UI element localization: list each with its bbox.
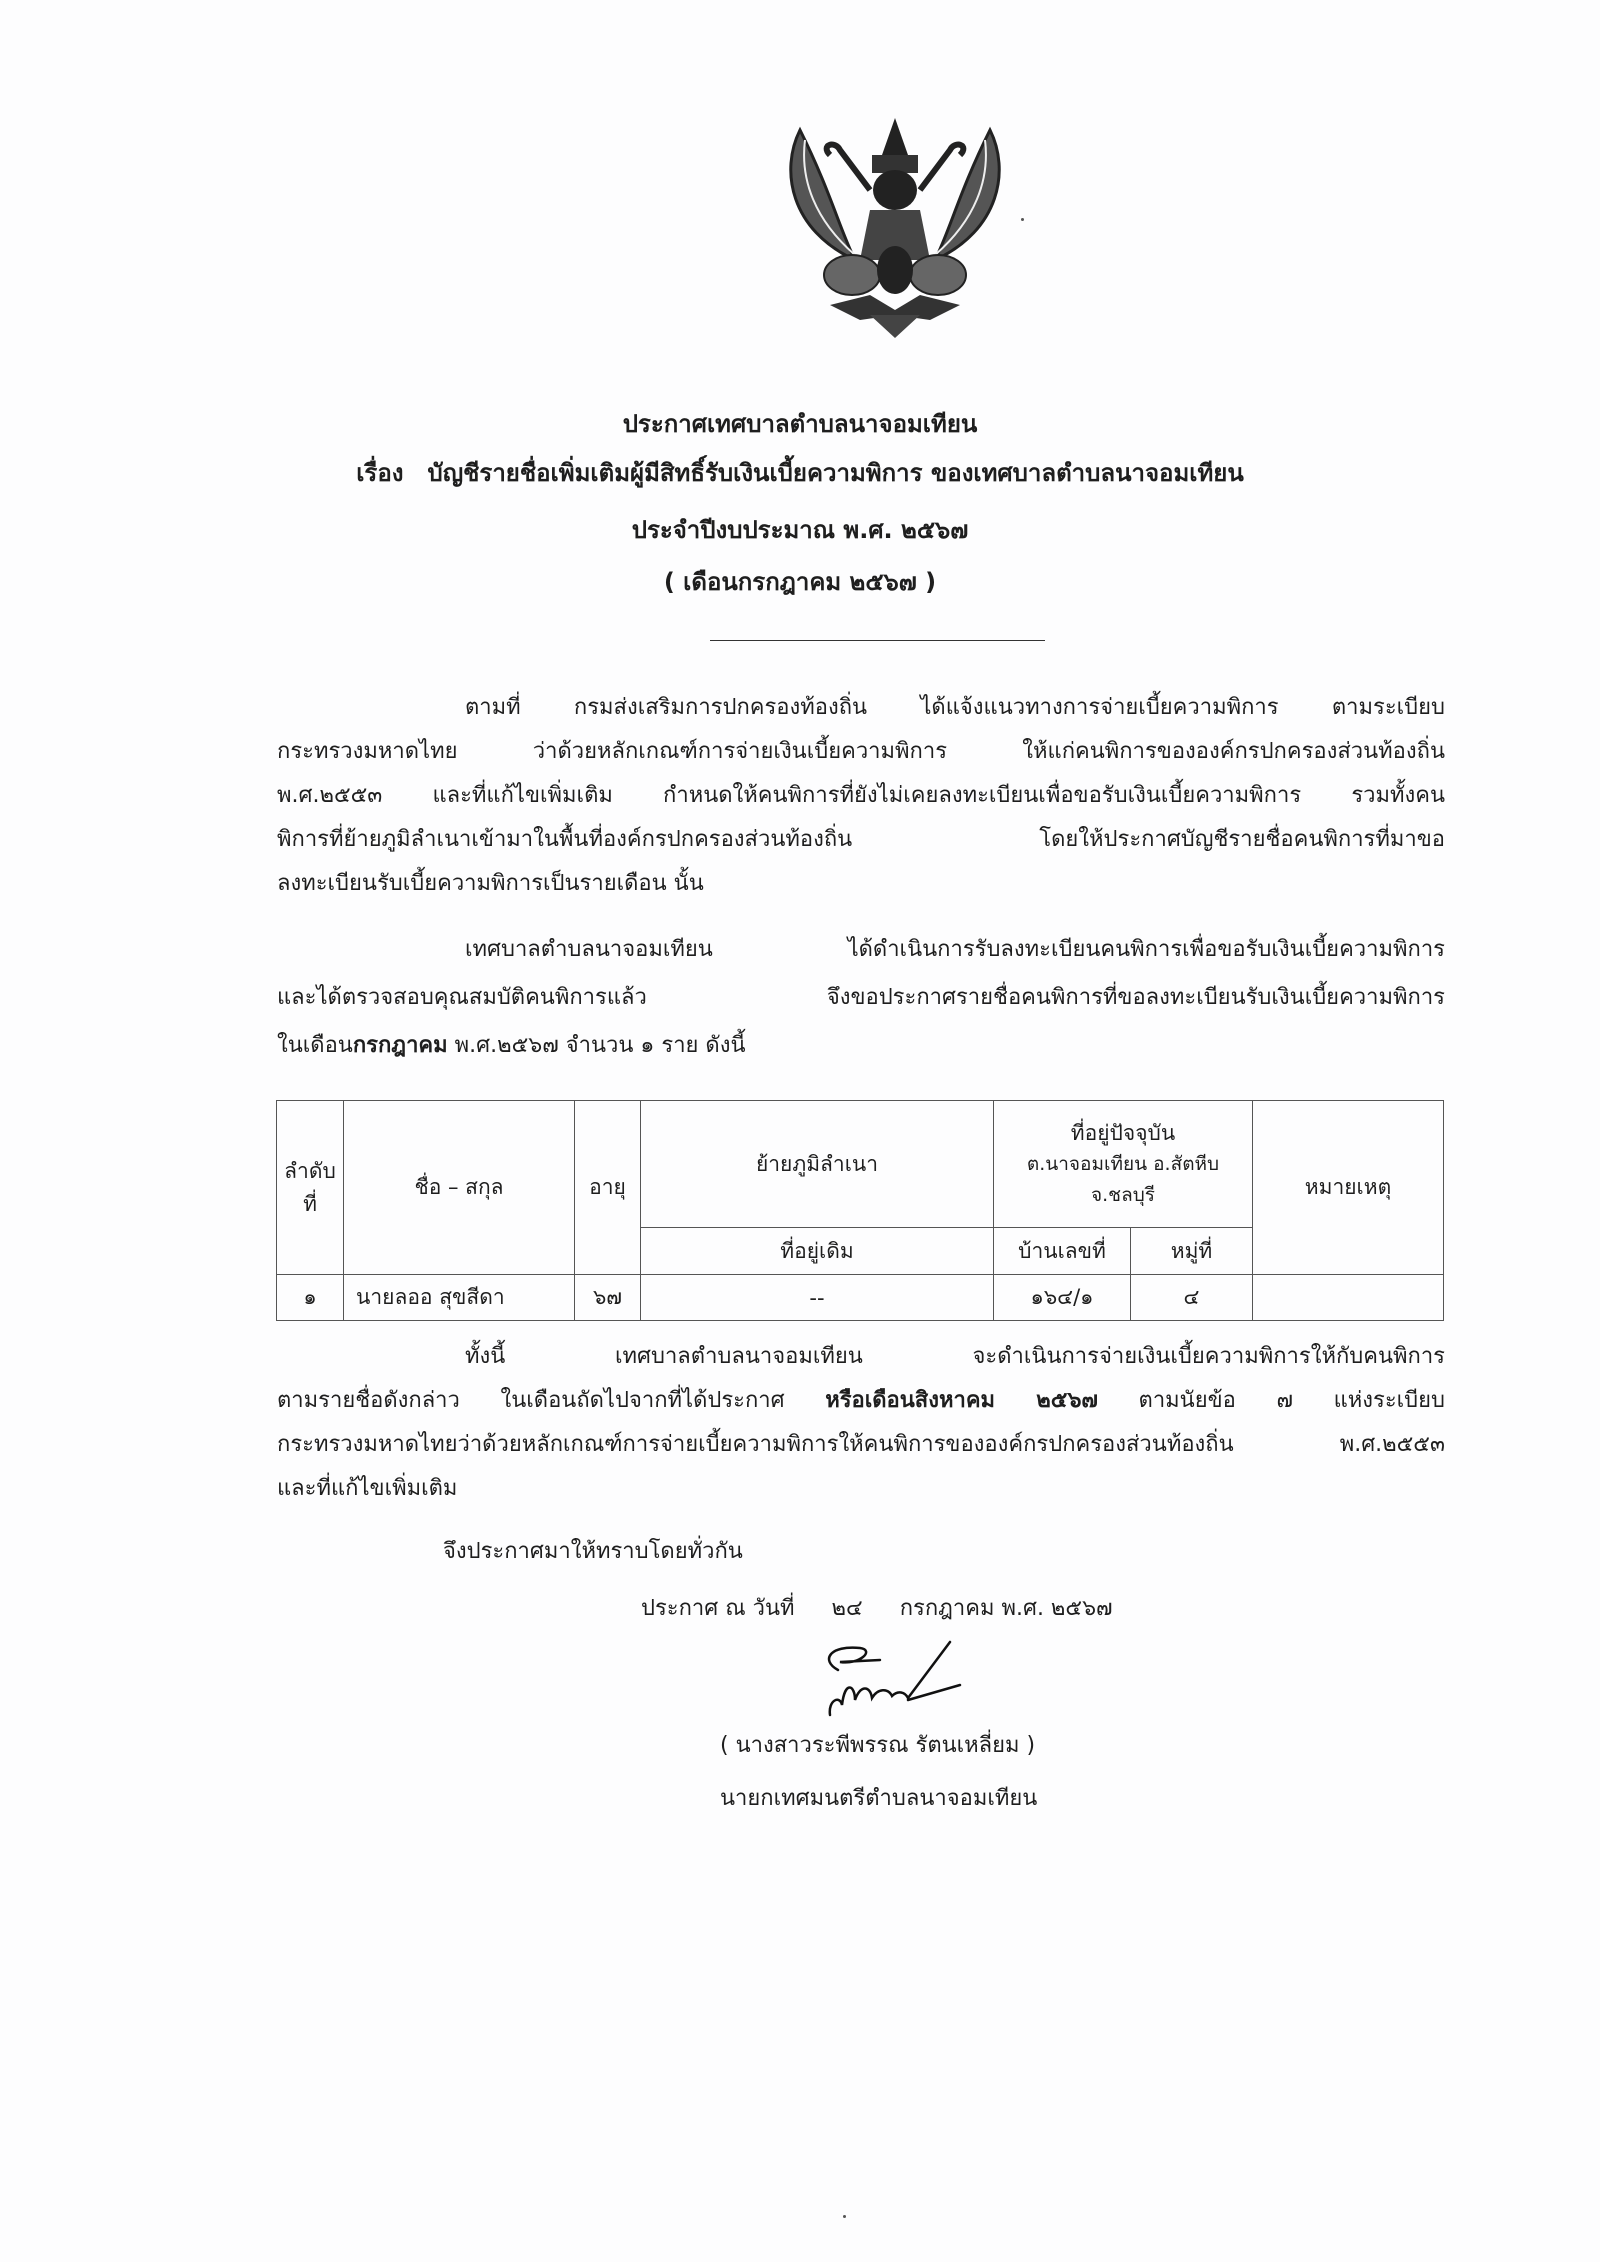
table-row (277, 1275, 1444, 1321)
announcement-date (641, 1590, 1113, 1625)
para3-suffix: ตามนัยข้อ ๗ แห่งระเบียบ (1097, 1388, 1445, 1413)
cell-no: ๑ (277, 1275, 344, 1321)
header-previous-address: ที่อยู่เดิม (641, 1228, 994, 1275)
para3-line (277, 1386, 1445, 1416)
cell-previous-address: -- (641, 1275, 994, 1321)
signature-icon (800, 1640, 970, 1730)
registration-table (276, 1100, 1444, 1321)
para3-bold-month: หรือเดือนสิงหาคม ๒๕๖๗ (825, 1388, 1098, 1413)
cell-village: ๔ (1131, 1275, 1253, 1321)
fiscal-year: ประจำปีงบประมาณ พ.ศ. ๒๕๖๗ (631, 516, 969, 544)
header-no: ลำดับ ที่ (277, 1101, 344, 1275)
para1-line: กระทรวงมหาดไทย ว่าด้วยหลักเกณฑ์การจ่ายเงินเบี้ยความพิการ ให้แก่คนพิการขององค์กรปกครองส่วนท้องถิ่น (277, 739, 1445, 764)
document-title: ประกาศเทศบาลตำบลนาจอมเทียน (622, 410, 978, 438)
document-subject (0, 453, 1600, 492)
signatory-position: นายกเทศมนตรีตำบลนาจอมเทียน (720, 1786, 1038, 1811)
announcement-month: ( เดือนกรกฎาคม ๒๕๖๗ ) (663, 568, 937, 596)
header-house-no: บ้านเลขที่ (994, 1228, 1131, 1275)
scan-speck (1021, 218, 1024, 221)
date-label: ประกาศ ณ วันที่ (641, 1596, 795, 1621)
garuda-emblem-icon (760, 110, 1030, 340)
cell-age: ๖๗ (575, 1275, 641, 1321)
scan-speck (843, 2215, 846, 2218)
para2-suffix: พ.ศ.๒๕๖๗ จำนวน ๑ ราย ดังนี้ (447, 1033, 746, 1058)
header-village: หมู่ที่ (1131, 1228, 1253, 1275)
cell-name: นายลออ สุขสีดา (344, 1275, 575, 1321)
para2-month: กรกฎาคม (352, 1033, 448, 1058)
para1-line: พิการที่ย้ายภูมิลำเนาเข้ามาในพื้นที่องค์กรปกครองส่วนท้องถิ่น โดยให้ประกาศบัญชีรายชื่อคนพิการที่มาขอ (277, 827, 1445, 852)
header-name: ชื่อ – สกุล (344, 1101, 575, 1275)
para2-line: เทศบาลตำบลนาจอมเทียน ได้ดำเนินการรับลงทะเบียนคนพิการเพื่อขอรับเงินเบี้ยความพิการ (465, 937, 1445, 962)
header-remark: หมายเหตุ (1253, 1101, 1444, 1275)
para3-line: ทั้งนี้ เทศบาลตำบลนาจอมเทียน จะดำเนินการจ่ายเงินเบี้ยความพิการให้กับคนพิการ (465, 1344, 1445, 1369)
signatory-name: ( นางสาวระพีพรรณ รัตนเหลี่ยม ) (720, 1733, 1036, 1758)
subject-text: บัญชีรายชื่อเพิ่มเติมผู้มีสิทธิ์รับเงินเบี้ยความพิการ ของเทศบาลตำบลนาจอมเทียน (427, 459, 1244, 487)
title-divider (710, 640, 1045, 641)
para2-prefix: ในเดือน (277, 1033, 353, 1058)
header-moved: ย้ายภูมิลำเนา (641, 1101, 994, 1228)
cell-remark (1253, 1275, 1444, 1321)
para3-line: กระทรวงมหาดไทยว่าด้วยหลักเกณฑ์การจ่ายเบี้ยความพิการให้คนพิการขององค์กรปกครองส่วนท้องถิ่น พ.ศ.๒๕๕๓ (277, 1432, 1445, 1457)
date-month-year: กรกฎาคม พ.ศ. ๒๕๖๗ (899, 1596, 1113, 1621)
header-age: อายุ (575, 1101, 641, 1275)
cell-house-no: ๑๖๔/๑ (994, 1275, 1131, 1321)
para2-line: และได้ตรวจสอบคุณสมบัติคนพิการแล้ว จึงขอประกาศรายชื่อคนพิการที่ขอลงทะเบียนรับเงินเบี้ยความพิการ (277, 985, 1445, 1010)
para1-line: ลงทะเบียนรับเบี้ยความพิการเป็นรายเดือน นั้น (277, 871, 704, 896)
para3-prefix: ตามรายชื่อดังกล่าว ในเดือนถัดไปจากที่ได้ประกาศ (277, 1388, 826, 1413)
table-header-row (277, 1101, 1444, 1228)
closing-statement: จึงประกาศมาให้ทราบโดยทั่วกัน (443, 1539, 743, 1564)
para2-line (277, 1031, 1445, 1061)
para1-line: พ.ศ.๒๕๕๓ และที่แก้ไขเพิ่มเติม กำหนดให้คนพิการที่ยังไม่เคยลงทะเบียนเพื่อขอรับเงินเบี้ยความพิการ รวมทั้งคน (277, 783, 1445, 808)
para3-line: และที่แก้ไขเพิ่มเติม (277, 1476, 458, 1501)
para1-line: ตามที่ กรมส่งเสริมการปกครองท้องถิ่น ได้แจ้งแนวทางการจ่ายเบี้ยความพิการ ตามระเบียบ (465, 695, 1445, 720)
header-current-address: ที่อยู่ปัจจุบัน ต.นาจอมเทียน อ.สัตหีบ จ.ชลบุรี (994, 1101, 1253, 1228)
date-day: ๒๔ (831, 1596, 863, 1621)
subject-label: เรื่อง (356, 459, 404, 487)
